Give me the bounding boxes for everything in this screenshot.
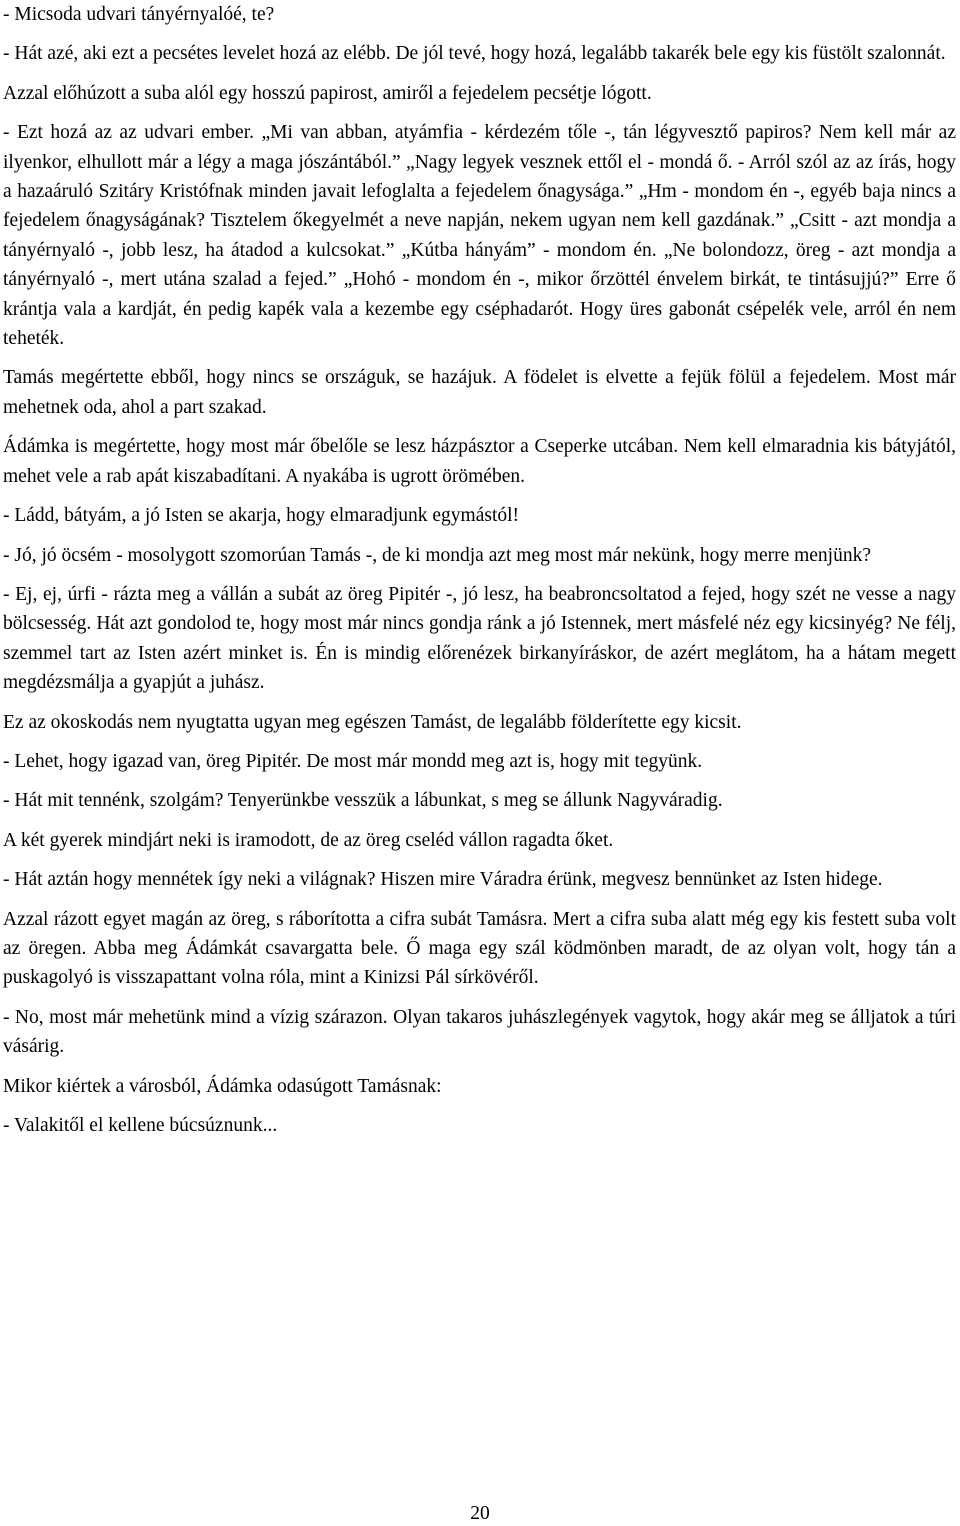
paragraph: A két gyerek mindjárt neki is iramodott, de az öreg cseléd vállon ragadta őket. [3, 829, 614, 851]
paragraph: - Hát mit tennénk, szolgám? Tenyerünkbe vesszük a lábunkat, s meg se állunk Nagyváradig. [3, 790, 723, 812]
paragraph: Ádámka is megértette, hogy most már őbelőle se lesz házpásztor a Cseperke utcában. Nem kell elmaradnia kis bátyjától, mehet vele a rab apát kiszabadítani. A nyakába is ugrott örömében. [3, 436, 956, 487]
paragraph: Ez az okoskodás nem nyugtatta ugyan meg egészen Tamást, de legalább földerítette egy kicsit. [3, 711, 742, 733]
page-body [3, 0, 956, 1150]
paragraph: - Lehet, hogy igazad van, öreg Pipitér. De most már mondd meg azt is, hogy mit tegyünk. [3, 750, 703, 772]
page-number: 20 [470, 1503, 490, 1524]
paragraph: - Ej, ej, úrfi - rázta meg a vállán a subát az öreg Pipitér -, jó lesz, ha beabroncsoltatod a fejed, hogy szét ne vesse a nagy bölcsesség. Hát azt gondolod te, hogy most már nincs gondja ránk a jó Istennek, mert másfelé néz egy kicsinyég? Ne félj, szemmel tart az Isten azért minket is. Én is mindig előrenézek birkanyíráskor, de azért meglátom, ha a hátam megett megdézsmálja a gyapjút a juhász. [3, 583, 956, 694]
paragraph: - Jó, jó öcsém - mosolygott szomorúan Tamás -, de ki mondja azt meg most már nekünk, hogy merre menjünk? [3, 544, 872, 566]
paragraph: - Ládd, bátyám, a jó Isten se akarja, hogy elmaradjunk egymástól! [3, 505, 520, 527]
paragraph: - Hát aztán hogy mennétek így neki a világnak? Hiszen mire Váradra érünk, megvesz bennünket az Isten hidege. [3, 869, 883, 891]
paragraph: Tamás megértette ebből, hogy nincs se országuk, se hazájuk. A födelet is elvette a fejük fölül a fejedelem. Most már mehetnek oda, ahol a part szakad. [3, 367, 956, 418]
paragraph: - Micsoda udvari tányérnyalóé, te? [3, 4, 275, 25]
paragraph: Azzal előhúzott a suba alól egy hosszú papirost, amiről a fejedelem pecsétje lógott. [3, 82, 652, 104]
paragraph: - No, most már mehetünk mind a vízig szárazon. Olyan takaros juhászlegények vagytok, hogy akár meg se álljatok a túri vásárig. [3, 1006, 956, 1058]
paragraph: Azzal rázott egyet magán az öreg, s ráborította a cifra subát Tamásra. Mert a cifra suba alatt még egy kis festett suba volt az öregen. Abba meg Ádámkát csavargatta bele. Ő maga egy szál ködmönben maradt, de az olyan volt, hogy tán a puskagolyó is visszapattant volna róla, mint a Kinizsi Pál sírkövéről. [3, 908, 956, 989]
paragraph: - Valakitől el kellene búcsúznunk... [3, 1115, 278, 1136]
paragraph: - Hát azé, aki ezt a pecsétes levelet hozá az elébb. De jól tevé, hogy hozá, legalább takarék bele egy kis füstölt szalonnát. [3, 43, 946, 65]
paragraph: Mikor kiértek a városból, Ádámka odasúgott Tamásnak: [3, 1075, 442, 1097]
paragraph: - Ezt hozá az az udvari ember. „Mi van abban, atyámfia - kérdezém tőle -, tán légyvesztő papiros? Nem kell már az ilyenkor, elhullott már a légy a maga jószántából.” „Nagy legyek vesznek ettől el - mondá ő. - Arról szól az az írás, hogy a hazaáruló Szitáry Kristófnak minden javait lefoglalta a fejedelem őnagysága.” „Hm - mondom én -, egyéb baja nincs a fejedelem őnagyságának? Tisztelem őkegyelmét a neve napján, nekem ugyan nem kell gazdának.” „Csitt - azt mondja a tányérnyaló -, jobb lesz, ha átadod a kulcsokat.” „Kútba hányám” - mondom én. „Ne bolondozz, öreg - azt mondja a tányérnyaló -, mert utána szalad a fejed.” „Hohó - mondom én -, mikor őrzöttél énvelem birkát, te tintásujjú?” Erre ő krántja vala a kardját, én pedig kapék vala a kezembe egy cséphadarót. Hogy üres gabonát csépelék vele, arról én nem teheték. [3, 122, 956, 350]
